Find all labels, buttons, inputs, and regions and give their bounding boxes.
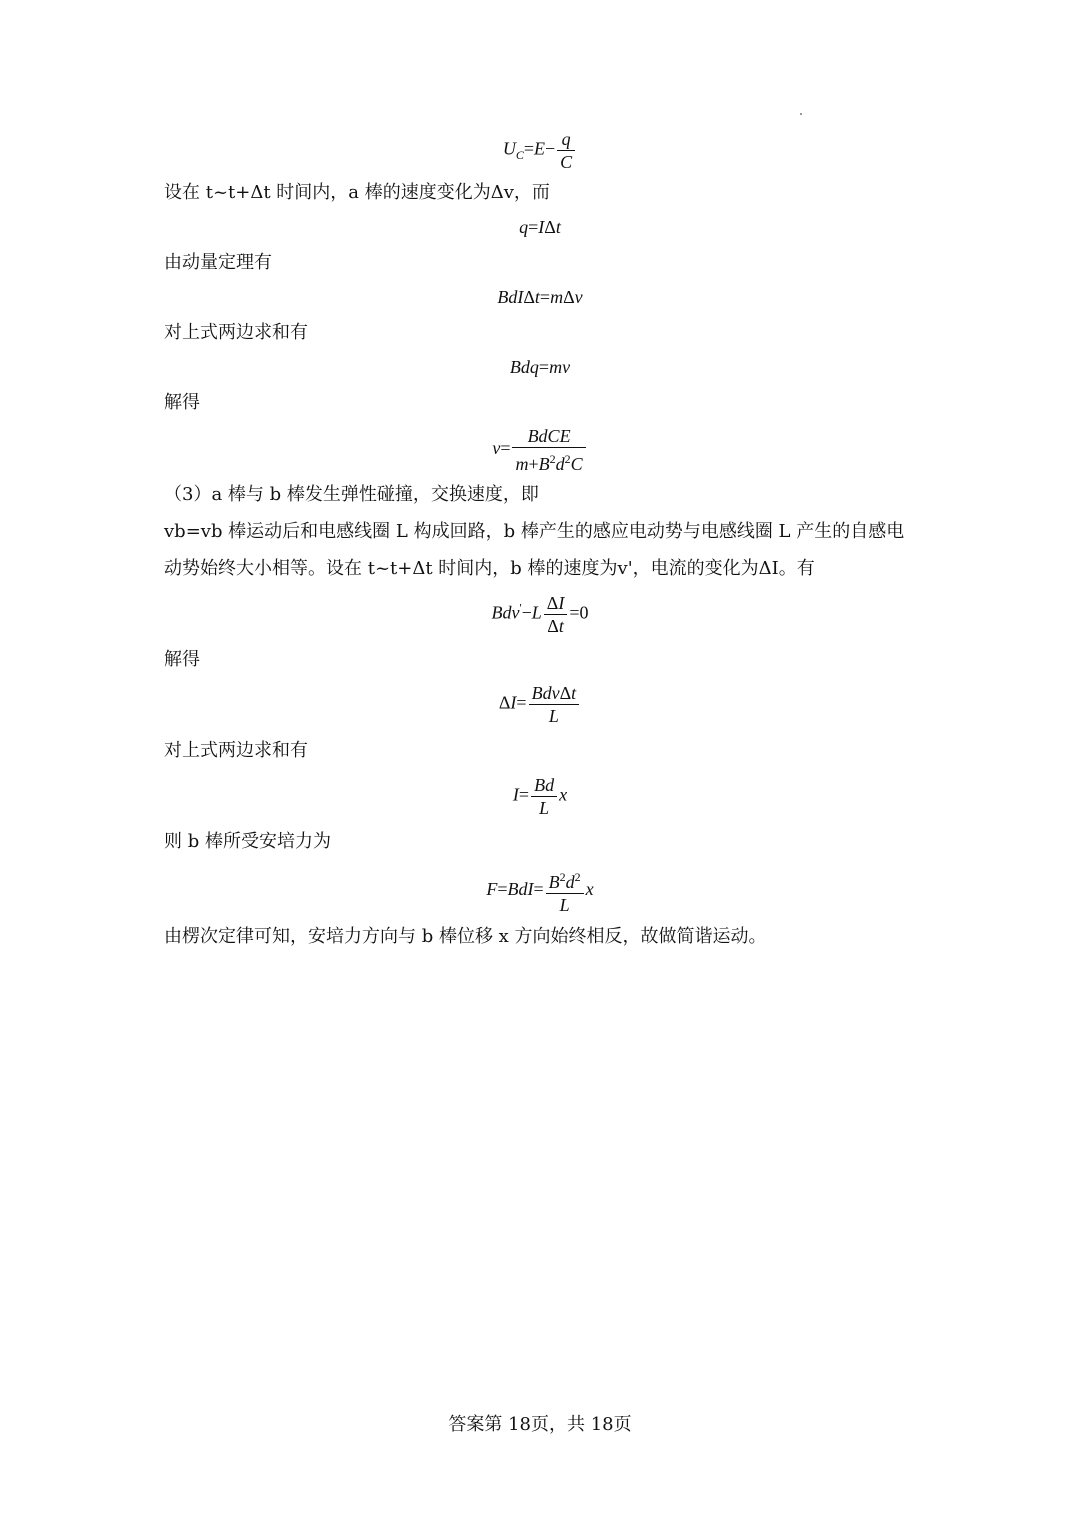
page-footer: 答案第 18页，共 18页 [448,1414,632,1435]
text-line-9: 对上式两边求和有 [164,740,308,761]
equation-sum-momentum: Bdq=mv [509,357,571,377]
equation-self-induction: Bdv'−L $\frac{\Delta I}{\Delta t}$ =0 [491,593,589,636]
text-line-7: 动势始终大小相等。设在 t~t+Δt 时间内，b 棒的速度为v'，电流的变化为ΔI。有 [164,558,815,579]
text-line-1: 设在 t~t+Δt 时间内，a 棒的速度变化为Δv，而 [164,182,550,203]
equation-momentum: BdIΔt=mΔv [497,287,583,307]
equation-capacitor-voltage: $U_C=E-$ $\frac{q}{C}$ [0,128,1080,173]
equation-charge: q=IΔt [519,217,561,237]
text-line-11: 由楞次定律可知，安培力方向与 b 棒位移 x 方向始终相反，故做简谐运动。 [164,926,767,947]
equation-ampere-force: F=BdI= $\frac{B^2d^2}{L}$ x [0,866,1080,916]
scan-speck [800,113,802,115]
text-line-10: 则 b 棒所受安培力为 [164,831,331,852]
text-line-5: （3）a 棒与 b 棒发生弹性碰撞，交换速度，即 [164,484,539,505]
text-line-3: 对上式两边求和有 [164,322,308,343]
text-line-4: 解得 [164,392,200,413]
text-line-6: vb=vb 棒运动后和电感线圈 L 构成回路，b 棒产生的感应电动势与电感线圈 L 产生的自感电 [164,521,905,542]
equation-velocity: v= $\frac{\text{BdCE}}{m+B^2d^2C}$ [0,425,1080,475]
equation-current: I= $\frac{Bd}{L}$ x [512,775,568,818]
text-line-8: 解得 [164,649,200,670]
text-line-2: 由动量定理有 [164,252,272,273]
equation-current-change: ΔI= $\frac{\text{BdvΔt}}{L}$ [0,682,1080,727]
